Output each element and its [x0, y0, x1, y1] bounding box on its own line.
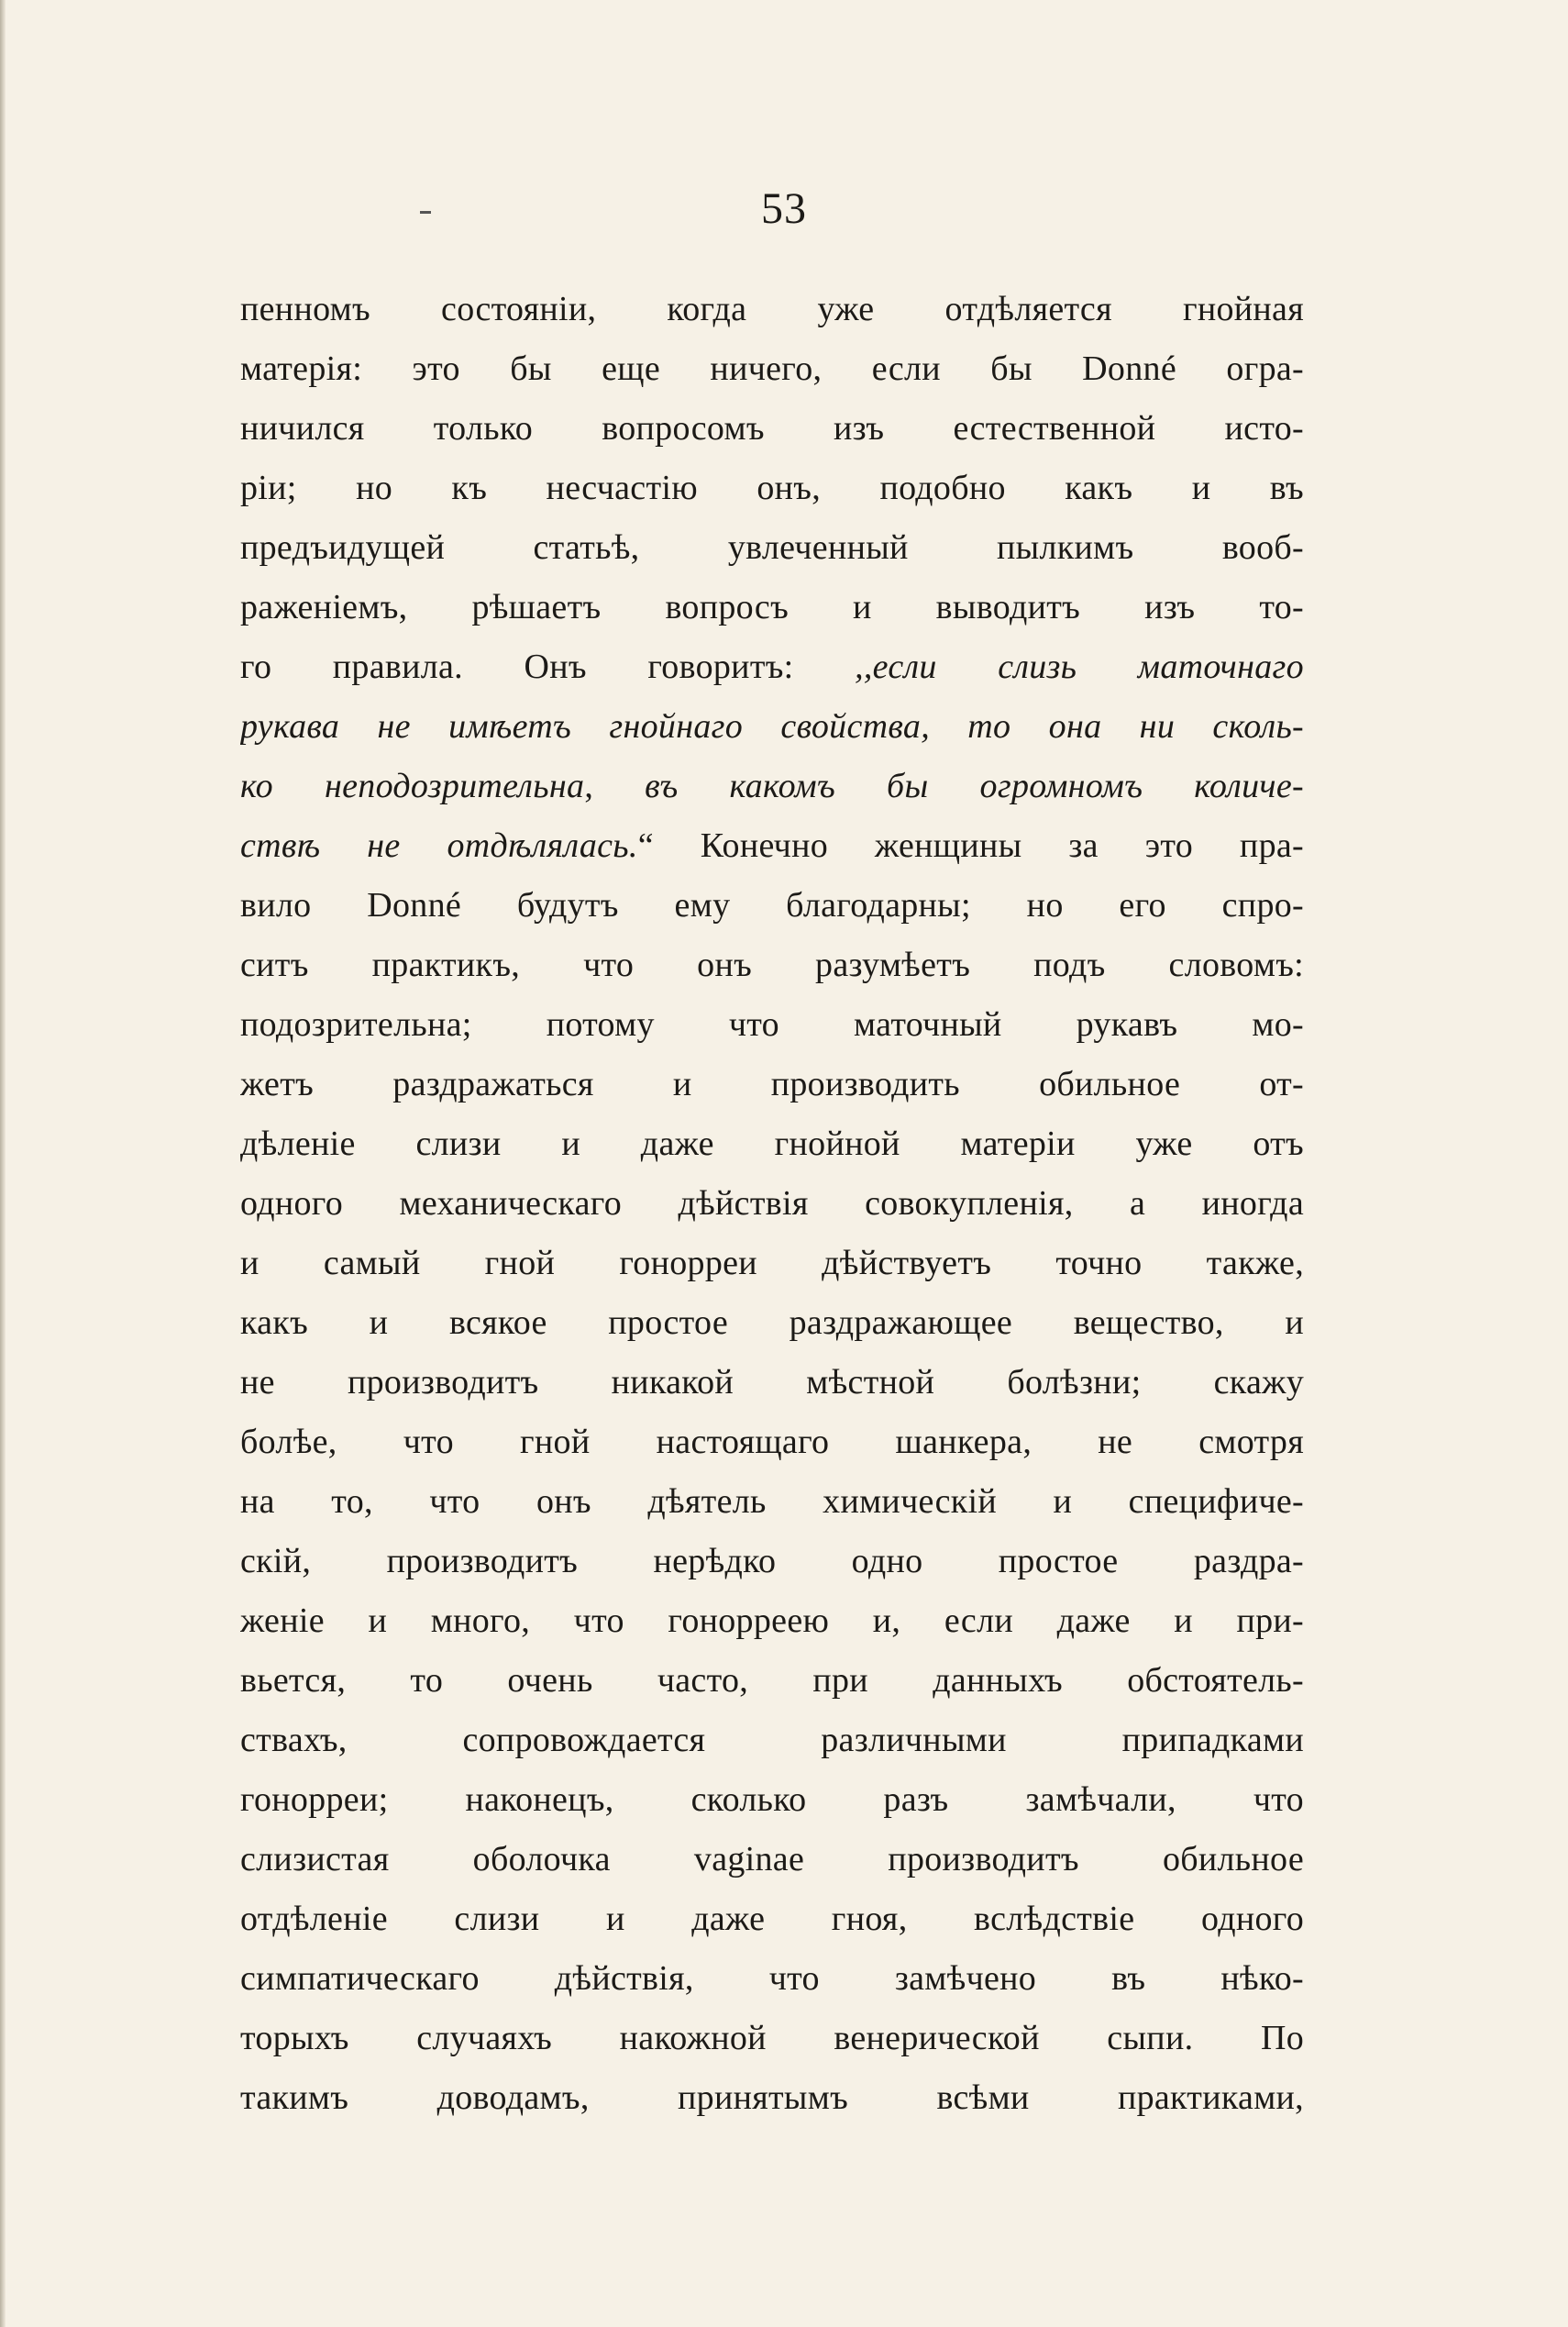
text-segment: ствахъ, сопровождается различными припадками: [240, 1721, 1304, 1759]
text-line: [240, 1055, 1304, 1114]
text-segment: ситъ практикъ, что онъ разумѣетъ подъ словомъ:: [240, 946, 1304, 984]
text-segment: торыхъ случаяхъ накожной венерической сыпи. По: [240, 2019, 1304, 2057]
text-segment: не производитъ никакой мѣстной болѣзни; скажу: [240, 1363, 1304, 1402]
text-segment: гонорреи; наконецъ, сколько разъ замѣчали, что: [240, 1780, 1304, 1819]
text-line: [240, 2068, 1304, 2128]
italic-quote-segment: ствѣ не отдѣлялась.: [240, 826, 638, 865]
body-text: [240, 280, 1304, 2128]
text-line: [240, 936, 1304, 995]
text-line: [240, 637, 1304, 697]
text-line: [240, 1114, 1304, 1174]
text-segment: болѣе, что гной настоящаго шанкера, не смотря: [240, 1423, 1304, 1461]
text-segment: слизистая оболочка vaginae производитъ обильное: [240, 1840, 1304, 1878]
text-segment: ничился только вопросомъ изъ естественной исто-: [240, 409, 1304, 448]
page-edge-shadow: [0, 0, 6, 2327]
text-line: [240, 816, 1304, 876]
text-segment: женiе и много, что гонорреею и, если даже и при-: [240, 1601, 1304, 1640]
text-line: [240, 1174, 1304, 1234]
text-line: [240, 1353, 1304, 1413]
text-line: [240, 757, 1304, 816]
text-segment: вьется, то очень часто, при данныхъ обстоятель-: [240, 1661, 1304, 1700]
text-line: [240, 339, 1304, 399]
text-segment: вило Donné будутъ ему благодарны; но его спро-: [240, 886, 1304, 925]
text-line: [240, 1234, 1304, 1293]
text-segment: и самый гной гонорреи дѣйствуетъ точно также,: [240, 1244, 1304, 1282]
text-line: [240, 1889, 1304, 1949]
text-segment: пенномъ состоянiи, когда уже отдѣляется гнойная: [240, 290, 1304, 328]
text-line: [240, 1711, 1304, 1770]
text-line: [240, 1293, 1304, 1353]
text-segment: рiи; но къ несчастiю онъ, подобно какъ и въ: [240, 469, 1304, 507]
text-segment: ,: [584, 767, 646, 805]
text-line: [240, 1472, 1304, 1532]
text-line: [240, 1770, 1304, 1830]
text-segment: симпатическаго дѣйствiя, что замѣчено въ нѣко-: [240, 1959, 1304, 1998]
italic-quote-segment: ко неподозрительна: [240, 767, 585, 805]
text-segment: подозрительна; потому что маточный рукавъ мо-: [240, 1005, 1304, 1044]
text-line: [240, 697, 1304, 757]
text-segment: дѣленiе слизи и даже гнойной матерiи уже отъ: [240, 1125, 1304, 1163]
text-segment: скiй, производитъ нерѣдко одно простое раздра-: [240, 1542, 1304, 1580]
text-line: [240, 1651, 1304, 1711]
text-segment: го правила. Онъ говоритъ:: [240, 648, 856, 686]
text-line: [240, 399, 1304, 459]
text-line: [240, 1591, 1304, 1651]
text-line: [240, 2009, 1304, 2068]
text-segment: “ Конечно женщины за это пра-: [637, 826, 1304, 865]
text-segment: одного механическаго дѣйствiя совокупленiя, а иногда: [240, 1184, 1304, 1223]
text-segment: предъидущей статьѣ, увлеченный пылкимъ вооб-: [240, 528, 1304, 567]
italic-quote-segment: рукава не имѣетъ гнойнаго свойства, то она ни сколь-: [240, 707, 1304, 746]
text-segment: отдѣленiе слизи и даже гноя, вслѣдствiе одного: [240, 1900, 1304, 1938]
text-line: [240, 1532, 1304, 1591]
text-segment: какъ и всякое простое раздражающее вещество, и: [240, 1303, 1304, 1342]
text-segment: такимъ доводамъ, принятымъ всѣми практиками,: [240, 2078, 1304, 2117]
text-line: [240, 876, 1304, 936]
text-segment: матерiя: это бы еще ничего, если бы Donné огра-: [240, 349, 1304, 388]
italic-quote-segment: въ какомъ бы огромномъ количе-: [645, 767, 1304, 805]
text-line: [240, 1830, 1304, 1889]
text-segment: раженiемъ, рѣшаетъ вопросъ и выводитъ изъ то-: [240, 588, 1304, 626]
text-line: [240, 1949, 1304, 2009]
text-segment: на то, что онъ дѣятель химическiй и специфиче-: [240, 1482, 1304, 1521]
page-number: 53: [761, 184, 807, 233]
text-line: [240, 995, 1304, 1055]
text-line: [240, 280, 1304, 339]
text-segment: жетъ раздражаться и производить обильное от-: [240, 1065, 1304, 1103]
text-line: [240, 459, 1304, 518]
text-line: [240, 1413, 1304, 1472]
text-line: [240, 518, 1304, 578]
italic-quote-segment: ,,если слизь маточнаго: [855, 648, 1304, 686]
text-line: [240, 578, 1304, 637]
